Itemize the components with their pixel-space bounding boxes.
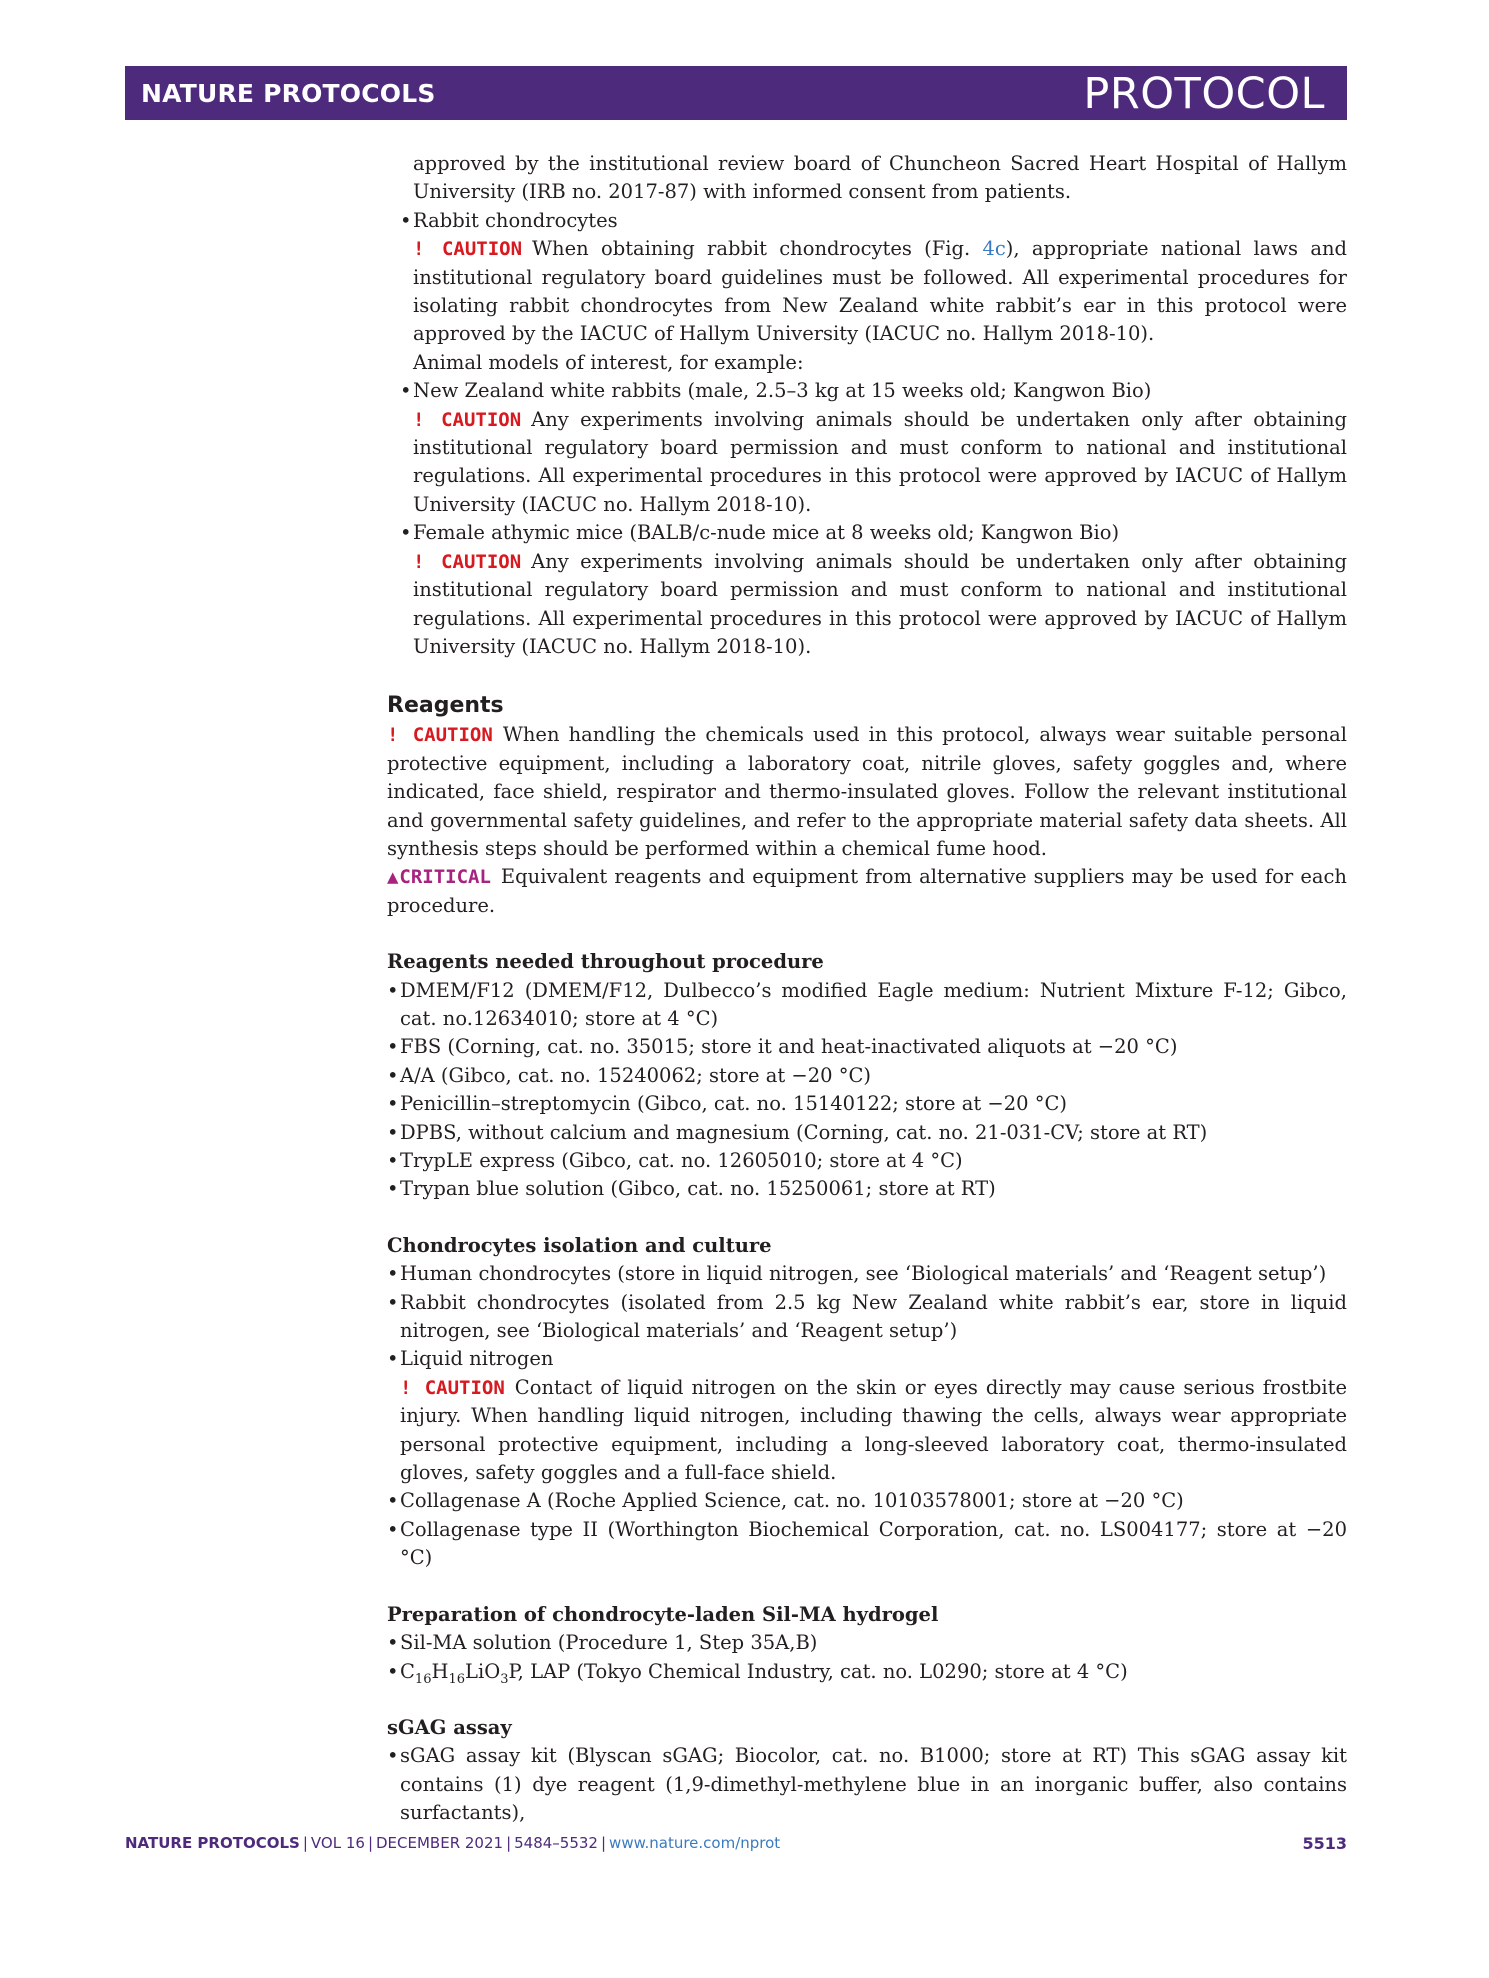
list-item: • FBS (Corning, cat. no. 35015; store it and heat-inactivated aliquots at −20 °C) (387, 1035, 1178, 1059)
list-item: • Rabbit chondrocytes (isolated from 2.5 kg New Zealand white rabbit’s ear, store in liquid nitrogen, see ‘Biological materials’ and ‘Reagent setup’) (387, 1290, 1347, 1343)
caution-note: ! CAUTION When obtaining rabbit chondrocytes (Fig. 4c), appropriate national laws and institutional regulatory board guidelines must be followed. All experimental procedures for isolating rabbit chondrocytes from New Zealand white rabbit’s ear in this protocol were approved by the IACUC of Hallym University (IACUC no. Hallym 2018-10). (413, 237, 1347, 346)
caution-label: ! CAUTION (400, 1376, 505, 1399)
list-item: • DMEM/F12 (DMEM/F12, Dulbecco’s modified Eagle medium: Nutrient Mixture F-12; Gibco, cat. no.12634010; store at 4 °C) (387, 978, 1347, 1030)
caution-label: ! CAUTION (413, 550, 522, 573)
list-item: • Penicillin–streptomycin (Gibco, cat. no. 15140122; store at −20 °C) (387, 1092, 1067, 1116)
list-item: • Rabbit chondrocytes (400, 208, 618, 232)
animal-models-text: Animal models of interest, for example: (413, 350, 804, 374)
footer-url-link[interactable]: www.nature.com/nprot (609, 1834, 781, 1852)
reagent-list (387, 977, 1347, 1204)
list-item: • Trypan blue solution (Gibco, cat. no. 15250061; store at RT) (387, 1177, 996, 1201)
page-footer: NATURE PROTOCOLS | VOL 16 | DECEMBER 2021 | 5484–5532 | www.nature.com/nprot 5513 (125, 1834, 1347, 1853)
page-body (387, 150, 1347, 1828)
caution-note: ! CAUTION Contact of liquid nitrogen on the skin or eyes directly may cause serious frostbite injury. When handling liquid nitrogen, including thawing the cells, always wear appropriate personal protective equipment, including a long-sleeved laboratory coat, thermo-insulated gloves, safety goggles and a full-face shield. (400, 1375, 1347, 1485)
caution-label: ! CAUTION (413, 408, 522, 431)
list-item: • Collagenase type II (Worthington Biochemical Corporation, cat. no. LS004177; store at −20 °C) (387, 1517, 1347, 1570)
article-type: PROTOCOL (1083, 69, 1325, 119)
caution-note: ! CAUTION Any experiments involving animals should be undertaken only after obtaining institutional regulatory board permission and must conform to national and institutional regulations. All experimental procedures in this protocol were approved by IACUC of Hallym University (IACUC no. Hallym 2018-10). (413, 549, 1347, 658)
list-item: • Female athymic mice (BALB/c-nude mice at 8 weeks old; Kangwon Bio) (400, 521, 1120, 545)
list-item: • New Zealand white rabbits (male, 2.5–3 kg at 15 weeks old; Kangwon Bio) (400, 379, 1152, 403)
caution-note: ! CAUTION When handling the chemicals used in this protocol, always wear suitable personal protective equipment, including a laboratory coat, nitrile gloves, safety goggles and, where indicated, face shield, respirator and thermo-insulated gloves. Follow the relevant institutional and governmental safety guidelines, and refer to the appropriate material safety data sheets. All synthesis steps should be performed within a chemical fume hood. (387, 723, 1347, 860)
page-number: 5513 (1302, 1834, 1347, 1853)
list-item: • A/A (Gibco, cat. no. 15240062; store at −20 °C) (387, 1063, 871, 1087)
list-item: • Liquid nitrogen (387, 1347, 554, 1371)
subsection-title: Chondrocytes isolation and culture (387, 1233, 772, 1257)
list-item: • $C_{16}H_{16}LiO_3P$, LAP (Tokyo Chemical Industry, cat. no. L0290; store at 4 °C) (387, 1659, 1128, 1687)
subsection-title: Reagents needed throughout procedure (387, 950, 824, 974)
subsection-title: sGAG assay (387, 1715, 512, 1739)
journal-name: NATURE PROTOCOLS (141, 79, 436, 108)
list-item: • sGAG assay kit (Blyscan sGAG; Biocolor, cat. no. B1000; store at RT) This sGAG assay kit contains (1) dye reagent (1,9-dimethyl-methylene blue in an inorganic buffer, also contains surfactants), (387, 1744, 1347, 1825)
critical-note: ▲CRITICAL Equivalent reagents and equipment from alternative suppliers may be used for each procedure. (387, 865, 1347, 917)
list-item: • Sil-MA solution (Procedure 1, Step 35A,B) (387, 1631, 818, 1655)
list-item: • Human chondrocytes (store in liquid nitrogen, see ‘Biological materials’ and ‘Reagent setup’) (387, 1262, 1327, 1286)
caution-label: ! CAUTION (387, 724, 493, 747)
critical-label: ▲CRITICAL (387, 866, 491, 889)
footer-journal: NATURE PROTOCOLS (125, 1834, 300, 1852)
caution-label: ! CAUTION (413, 238, 523, 261)
footer-date: DECEMBER 2021 (376, 1834, 504, 1852)
journal-header-bar (125, 66, 1347, 120)
footer-volume: VOL 16 (310, 1834, 365, 1852)
footer-pages: 5484–5532 (514, 1834, 598, 1852)
figure-link[interactable]: 4c (982, 237, 1006, 261)
list-item: • DPBS, without calcium and magnesium (Corning, cat. no. 21-031-CV; store at RT) (387, 1120, 1208, 1144)
list-item: • Collagenase A (Roche Applied Science, cat. no. 10103578001; store at −20 °C) (387, 1489, 1184, 1513)
section-title-reagents: Reagents (387, 693, 504, 719)
caution-note: ! CAUTION Any experiments involving animals should be undertaken only after obtaining institutional regulatory board permission and must conform to national and institutional regulations. All experimental procedures in this protocol were approved by IACUC of Hallym University (IACUC no. Hallym 2018-10). (413, 407, 1347, 516)
subsection-title: Preparation of chondrocyte-laden Sil-MA hydrogel (387, 1602, 939, 1626)
intro-paragraph: approved by the institutional review board of Chuncheon Sacred Heart Hospital of Hallym University (IRB no. 2017-87) with informed consent from patients. (413, 152, 1347, 204)
list-item: • TrypLE express (Gibco, cat. no. 12605010; store at 4 °C) (387, 1149, 963, 1172)
